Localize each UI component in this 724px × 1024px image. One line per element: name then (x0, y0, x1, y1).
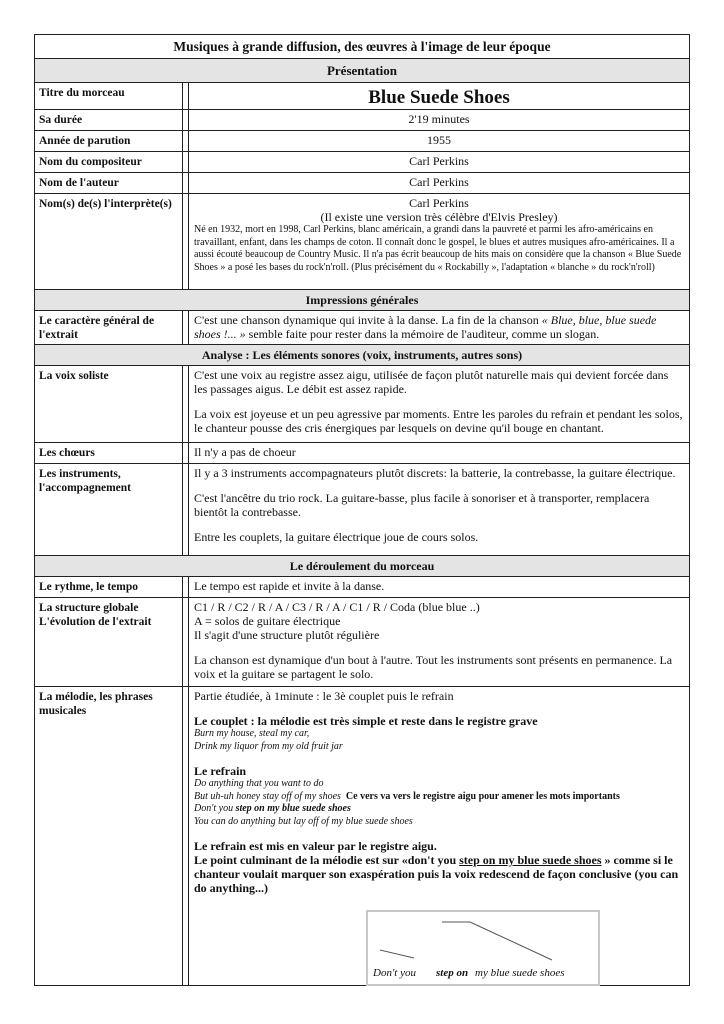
label-caractere: Le caractère général de l'extrait (35, 311, 183, 344)
row-choeurs (35, 443, 689, 464)
analysis-sheet (34, 34, 690, 986)
row-annee (35, 131, 689, 152)
diagram-word-2: step on (436, 967, 469, 979)
value-voix: C'est une voix au registre assez aigu, utilisée de façon plutôt naturelle mais qui devient forcée dans les passages aigus. Le débit est assez rapide. La voix est joyeuse et un peu agressive par moments. Entre les paroles du refrain et pendant les solos, le chanteur pousse des cris énergiques par lesquels on devine qu'il bouge en chantant. (194, 368, 683, 435)
label-instruments: Les instruments, l'accompagnement (35, 464, 183, 555)
value-interprete (189, 194, 689, 289)
refrain-title: Le refrain (194, 764, 247, 778)
value-annee: 1955 (427, 133, 451, 147)
page-title: Musiques à grande diffusion, des œuvres à l'image de leur époque (35, 35, 689, 59)
label-voix: La voix soliste (35, 366, 183, 442)
value-choeurs: Il n'y a pas de choeur (194, 445, 296, 459)
diagram-word-3: my blue suede shoes (475, 967, 565, 979)
row-compositeur (35, 152, 689, 173)
caractere-quote: « Blue, blue, blue suede shoes !... » (194, 313, 657, 341)
section-deroulement: Le déroulement du morceau (35, 556, 689, 577)
refrain-note: Ce vers va vers le registre aigu pour amener les mots importants (345, 790, 620, 802)
value-melodie: Partie étudiée, à 1minute : le 3è couplet puis le refrain Le couplet : la mélodie est très simple et reste dans le registre grave Burn my house, steal my car, Drink my liquor from my old fruit jar Le refrain Do anything that you want to do But uh-uh honey stay off of my shoes Ce vers va vers le registre aigu pour amener les mots importants Don't you step on my blue suede shoes You can do anything but lay off of my blue suede shoes Le refrain est mis en valeur par le registre aigu. Le point culminant de la mélodie est sur «don't you step on my blue suede shoes » comme si le chanteur voulait marquer son exaspération puis la voix redescend de façon conclusive (you can do anything...) (189, 687, 689, 985)
section-impressions: Impressions générales (35, 290, 689, 311)
row-structure (35, 598, 689, 687)
melody-contour-diagram (366, 910, 600, 986)
value-rythme: Le tempo est rapide et invite à la danse. (194, 579, 385, 593)
value-caractere: C'est une chanson dynamique qui invite à la danse. La fin de la chanson « Blue, blue, blue suede shoes !... » semble faite pour rester dans la mémoire de l'auditeur, comme un slogan. (194, 313, 657, 341)
value-instruments: Il y a 3 instruments accompagnateurs plutôt discrets: la batterie, la contrebasse, la guitare électrique. C'est l'ancêtre du trio rock. La guitare-basse, plus facile à sonoriser et à transporter, remplacera bientôt la contrebasse. Entre les couplets, la guitare électrique joue de cours solos. (194, 466, 676, 544)
contour-line-low (380, 950, 414, 958)
label-compositeur: Nom du compositeur (35, 152, 183, 172)
contour-line-descent (470, 922, 552, 960)
row-interprete (35, 194, 689, 290)
value-auteur: Carl Perkins (409, 175, 469, 189)
label-rythme: Le rythme, le tempo (35, 577, 183, 597)
value-titre: Blue Suede Shoes (368, 87, 510, 108)
label-melodie: La mélodie, les phrases musicales (35, 687, 183, 985)
label-structure: La structure globale L'évolution de l'extrait (35, 598, 183, 686)
row-duree (35, 110, 689, 131)
value-compositeur: Carl Perkins (409, 154, 469, 168)
diagram-word-1: Don't you (373, 967, 416, 979)
label-auteur: Nom de l'auteur (35, 173, 183, 193)
row-caractere (35, 311, 689, 345)
row-auteur (35, 173, 689, 194)
row-titre (35, 83, 689, 110)
label-interprete: Nom(s) de(s) l'interprète(s) (35, 194, 183, 289)
label-titre: Titre du morceau (35, 83, 183, 109)
section-analyse: Analyse : Les éléments sonores (voix, instruments, autres sons) (35, 345, 689, 366)
label-choeurs: Les chœurs (35, 443, 183, 463)
couplet-title: Le couplet : la mélodie est très simple et reste dans le registre grave (194, 714, 538, 728)
row-voix (35, 366, 689, 443)
value-structure: C1 / R / C2 / R / A / C3 / R / A / C1 / R / Coda (blue blue ..) A = solos de guitare électrique Il s'agit d'une structure plutôt régulière La chanson est dynamique d'un bout à l'autre. Tout les instruments sont présents en permanence. La voix et la guitare se partagent le solo. (194, 600, 673, 681)
label-annee: Année de parution (35, 131, 183, 151)
label-duree: Sa durée (35, 110, 183, 130)
value-duree: 2'19 minutes (408, 112, 470, 126)
interprete-name: Carl Perkins (409, 196, 469, 210)
row-instruments (35, 464, 689, 556)
section-presentation: Présentation (35, 59, 689, 83)
row-rythme (35, 577, 689, 598)
interprete-bio: Né en 1932, mort en 1998, Carl Perkins, blanc américain, a grandi dans la pauvreté et parmi les afro-américains en travaillant, enfant, dans les champs de coton. Il connaît donc le gospel, le blues et autres musiques afro-américaines. Il a aussi écouté beaucoup de Country Music. Il n'a pas écrit beaucoup de hits mais on considère que la chanson « Blue Suede Shoes » a posé les bases du rock'n'roll. (Plus précisément du « Rockabilly », l'adaptation « blanche » du rock'n'roll) (194, 224, 682, 273)
interprete-note: (Il existe une version très célèbre d'Elvis Presley) (320, 210, 558, 224)
